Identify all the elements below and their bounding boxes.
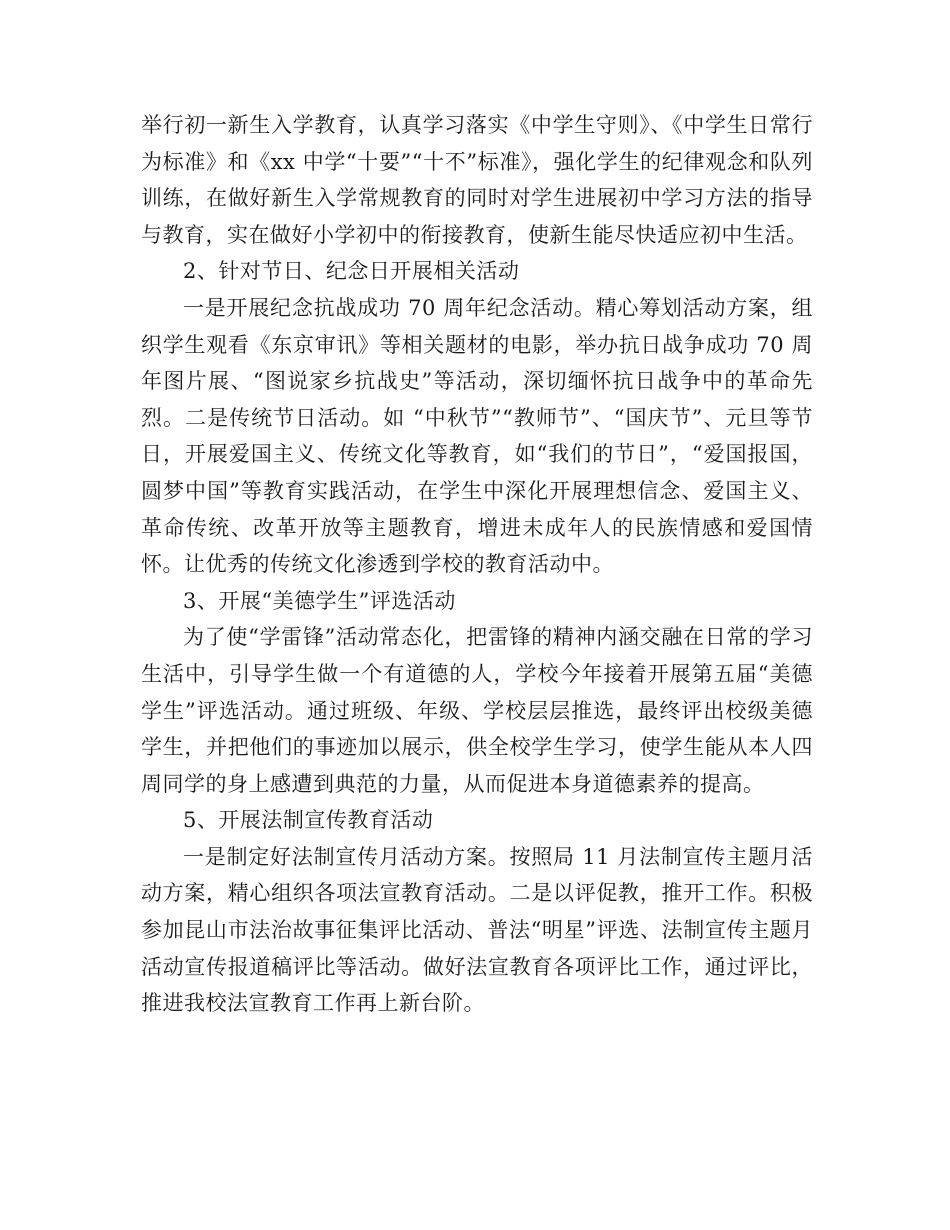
paragraph-virtue-student-selection: 为了使“学雷锋”活动常态化，把雷锋的精神内涵交融在日常的学习生活中，引导学生做一个有道德的人，学校今年接着开展第五届“美德学生”评选活动。通过班级、年级、学校层层推选，最终评出校级美德学生，并把他们的事迹加以展示，供全校学生学习，使学生能从本人四周同学的身上感遭到典范的力量，从而促进本身道德素养的提高。 [141,625,813,796]
heading-virtue-student-selection: 3、开展“美德学生”评选活动 [183,588,456,613]
paragraph-holiday-activities: 一是开展纪念抗战成功 70 周年纪念活动。精心筹划活动方案，组织学生观看《东京审讯》等相关题材的电影，举办抗日战争成功 70 周年图片展、“图说家乡抗战史”等活动，深切缅怀抗日战争中的革命先烈。二是传统节日活动。如 “中秋节”“教师节”、“国庆节”、元旦等节日，开展爱国主义、传统文化等教育，如“我们的节日”，“爱国报国，圆梦中国”等教育实践活动，在学生中深化开展理想信念、爱国主义、革命传统、改革开放等主题教育，增进未成年人的民族情感和爱国情怀。让优秀的传统文化渗透到学校的教育活动中。 [141,295,813,577]
heading-legal-education: 5、开展法制宣传教育活动 [183,808,434,833]
heading-holiday-activities: 2、针对节日、纪念日开展相关活动 [183,259,520,284]
paragraph-orientation-education: 举行初一新生入学教育，认真学习落实《中学生守则》、《中学生日常行为标准》和《xx 中学“十要”“十不”标准》，强化学生的纪律观念和队列训练，在做好新生入学常规教育的同时对学生进展初中学习方法的指导与教育，实在做好小学初中的衔接教育，使新生能尽快适应初中生活。 [141,113,813,247]
document-body [141,107,813,1022]
paragraph-legal-education: 一是制定好法制宣传月活动方案。按照局 11 月法制宣传主题月活动方案，精心组织各项法宣教育活动。二是以评促教，推开工作。积极参加昆山市法治故事征集评比活动、普法“明星”评选、法制宣传主题月活动宣传报道稿评比等活动。做好法宣教育各项评比工作，通过评比，推进我校法宣教育工作再上新台阶。 [141,844,813,1016]
